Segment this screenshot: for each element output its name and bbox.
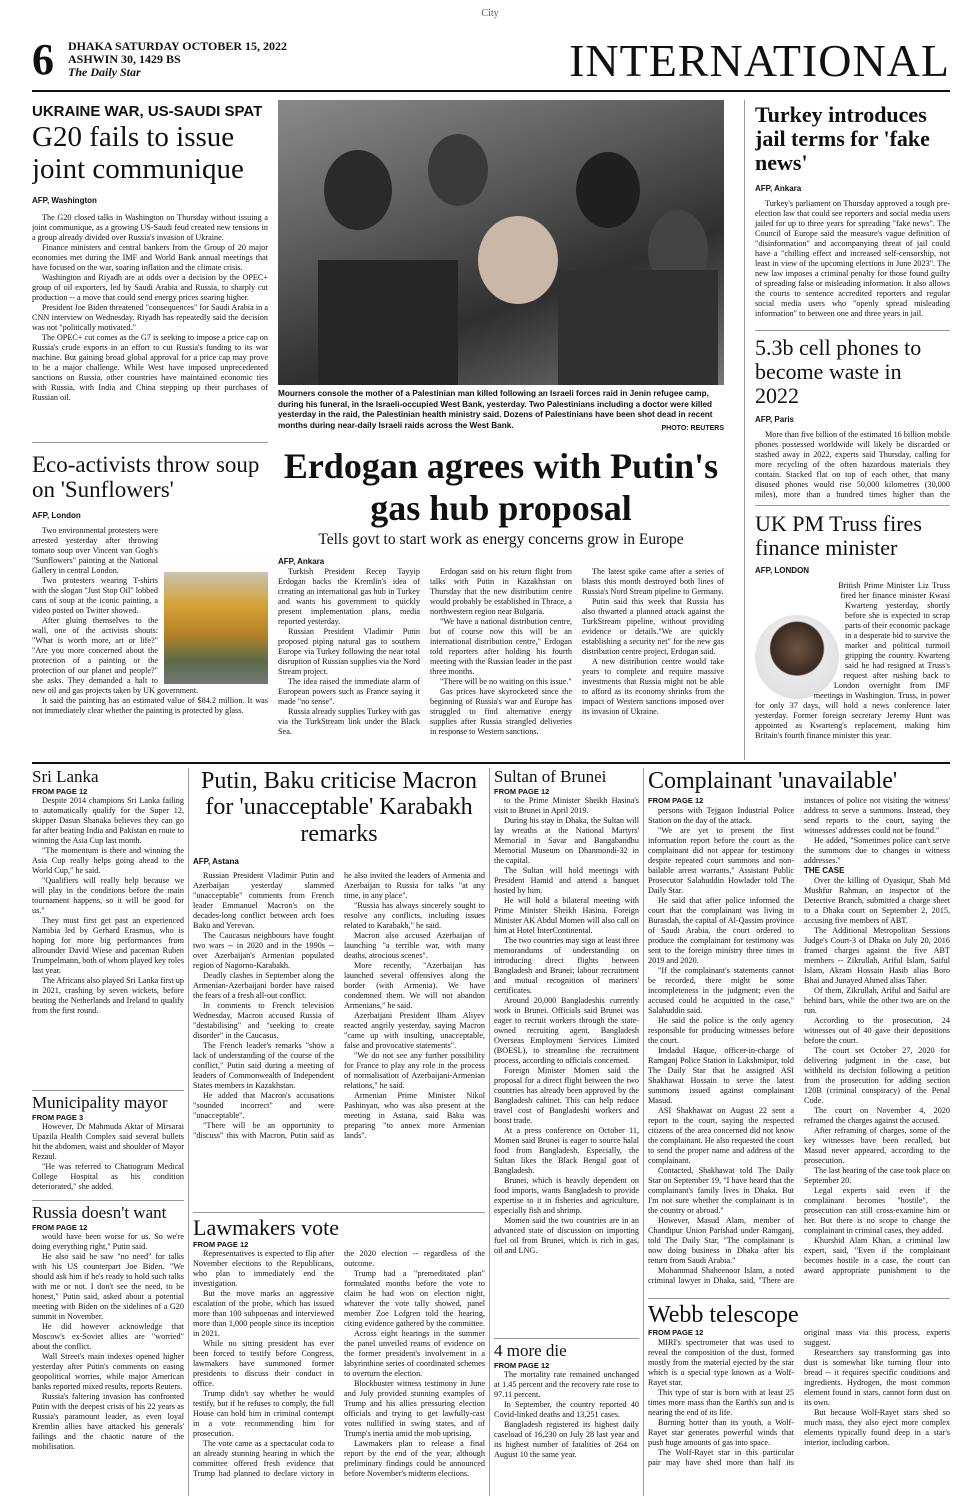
mayor-divider	[32, 1200, 184, 1201]
srilanka-from-page: FROM PAGE 12	[32, 786, 88, 796]
photo-caption: Mourners console the mother of a Palestinian man killed following an Israeli forces raid in Jenin refugee camp, during his funeral, in the Israeli-occupied West Bank, yesterday. Two Palestinians including a doctor were killed yesterday in the raid, the Palestinian health ministry said. Dozens of Palestinians have been shot dead in recent months during near-daily Israeli raids across the West Bank.	[278, 389, 713, 430]
brunei-story	[494, 768, 639, 1336]
complainant-divider	[648, 1298, 950, 1299]
dengue-headline: 4 more die	[494, 1342, 567, 1360]
photo-credit: PHOTO: REUTERS	[661, 425, 724, 432]
phones-byline: AFP, Paris	[755, 414, 794, 424]
eco-story	[32, 452, 268, 757]
complainant-headline: Complainant 'unavailable'	[648, 768, 898, 794]
eco-headline: Eco-activists throw soup on 'Sunflowers'	[32, 452, 260, 503]
brunei-divider	[494, 1338, 639, 1339]
putin-story	[193, 768, 485, 1208]
lawmakers-story	[193, 1216, 485, 1498]
col-rule-3	[643, 768, 644, 1496]
g20-byline: AFP, Washington	[32, 195, 97, 205]
phones-body: More than five billion of the estimated 16 billion mobile phones possessed worldwide will likely be discarded or stashed away in 2022, experts said Thursday, calling for more recycling of the often hazardous materials they contain. Stacked flat on top of each other, that many disused phones would rise 50,000 kilometres (30,000 miles), more than a hundred times higher than the	[755, 429, 950, 499]
phones-headline: 5.3b cell phones to become waste in 2022	[755, 336, 922, 409]
srilanka-divider	[32, 1090, 184, 1091]
putin-body: Russian President Vladimir Putin and Azerbaijan yesterday slammed "unacceptable" comments from French leader Emmanuel Macron's on the decades-long conflict between arch foes Baku and Yerevan. The Caucasus neighbours have fought two wars -- in 2020 and in the 1990s -- over Azerbaijan's Armenian populated region of Nagorno-Karabakh. Deadly clashes in September along the Armenian-Azerbaijani border have raised the fears of a fresh all-out conflict. In comments to French television Wednesday, Macron accused Russia of "destabilising" and "seeking to create disorder" in the Caucasus. The French leader's remarks "show a lack of understanding of the course of the conflict," Putin said during a meeting of leaders of Commonwealth of Independent States members in Kazakhstan. He added that Macron's accusations "sounded incorrect" and were "unacceptable". "There will be an opportunity to "discuss" this with Macron, Putin said as he also invited the leaders of Armenia and Azerbaijan to Russia for talks "at any time, in any place". "Russia has always sincerely sought to resolve any conflicts, including issues related to Karabakh," he said. Macron also accused Azerbaijan of launching "a terrible war, with many deaths, atrocious scenes". More recently, "Azerbaijan has launched several offensives along the border (with Armenia). We have condemned them. We will not abandon Armenians," he said. Azerbaijani President Ilham Aliyev reacted angrily yesterday, saying Macron "came up with insulting, unacceptable, false and provocative statements". "We do not see any further possibility for France to play any role in the process of normalisation of Azerbaijani-Armenian relations," he said. Armenian Prime Minister Nikol Pashinyan, who was also present at the meeting in Astana, said Baku was preparing "to annex more Armenian lands".	[193, 871, 485, 1141]
g20-kicker: UKRAINE WAR, US-SAUDI SPAT	[32, 103, 263, 120]
srilanka-headline: Sri Lanka	[32, 768, 99, 786]
mayor-body: However, Dr Mahmuda Aktar of Mirsarai Upazila Health Complex said several bullets hit the abdomen, waist and shoulder of Mayor Rezaul. "He was referred to Chattogram Medical College Hospital as his condition deteriorated," she added.	[32, 1121, 184, 1191]
photo-silhouettes	[278, 100, 724, 385]
eco-byline: AFP, London	[32, 510, 81, 520]
col-rule-2	[489, 768, 490, 1496]
turkey-body: Turkey's parliament on Thursday approved a tough pre-election law that could see reporters and social media users jailed for up to three years for spreading "fake news". The Council of Europe said the measure's vague definition of "disinformation" and accompanying threat of jail could have a "chilling effect and increased self-censorship, not least in view of the upcoming elections in June 2023". The new law imposes a criminal penalty for those found guilty of spreading false or misleading information. It also allows the courts to sentence accredited reporters and regular social media users who "openly spread misleading information" to between one and three years in jail.	[755, 198, 950, 318]
lawmakers-headline: Lawmakers vote	[193, 1216, 339, 1240]
col-rule-1	[188, 768, 189, 1496]
webb-story	[648, 1302, 950, 1498]
truss-byline: AFP, LONDON	[755, 566, 810, 576]
turkey-story	[755, 103, 950, 328]
truss-story	[755, 512, 950, 757]
erdogan-body: Turkish President Recep Tayyip Erdogan backs the Kremlin's idea of creating an international gas hub in Turkey and wants his government to quickly present implementation plans, media reported yesterday. Russian President Vladimir Putin proposed piping natural gas to southern Europe via Turkey following the near total disruption of Russian supplies via the Nord Stream project. The idea raised the immediate alarm of European powers such as France saying it made "no sense". Russia already supplies Turkey with gas via the TurkStream link under the Black Sea. Erdogan said on his return flight from talks with Putin in Kazakhstan on Thursday that the new distribution centre would probably be established in Thrace, a northwestern region near Bulgaria. "We have a national distribution centre, but of course now this will be an international distribution centre," Erdogan told reporters after holding his fourth meeting with the Russian leader in the past three months. "There will be no waiting on this issue." Gas prices have skyrocketed since the beginning of Russia's war and Europe has struggled to find alternative energy supplies after Russia strangled deliveries in response to Western sanctions. The latest spike came after a series of blasts this month destroyed both lines of Russia's Nord Stream pipeline to Germany. Putin said this week that Russia has also thwarted a planned attack against the TurkStream pipeline, without providing evidence or details."We are quickly establishing a security net" for the new gas distribution centre project, Erdogan said. A new distribution centre would take years to complete and require massive investments that Russia might not be able to afford as its economy shrinks from the impact of Western sanctions imposed over its invasion of Ukraine.	[278, 567, 724, 736]
section-title: INTERNATIONAL	[569, 36, 950, 86]
lawmakers-body: Representatives is expected to flip after November elections to the Republicans, who plan to immediately end the investigation. But the move marks an aggressive escalation of the probe, which has issued more than 100 subpoenas and interviewed more than 1,000 people since its inception in 2021. While no sitting president has ever been forced to testify before Congress, lawmakers have summoned former presidents to discuss their conduct in office. Trump didn't say whether he would testify, but if he refuses to comply, the full House can hold him in criminal contempt in a vote recommending him for prosecution. The vote came as a spectacular coda to an already stunning hearing in which the committee offered fresh evidence that Trump had planned to declare victory in the 2020 election -- regardless of the outcome. Trump had a "premeditated plan" formulated months before the vote to claim he had won on election night, whatever the vote tally showed, panel member Zoe Lofgren told the hearing, citing evidence gathered by the committee. Across eight hearings in the summer the panel unveiled reams of evidence on the former president's involvement in a labyrinthine series of coordinated schemes to overturn the election. Blockbuster witness testimony in June and July provided stunning examples of Trump and his allies pressuring election officials and trying to get lawfully-cast votes nullified in swing states, and of Trump's inertia amid the mob uprising. Lawmakers plan to release a final report by the end of the year, although preliminary findings could be announced before November's midterm elections.	[193, 1249, 485, 1479]
phones-story	[755, 336, 950, 501]
eco-divider	[32, 442, 268, 443]
srilanka-body: Despite 2014 champions Sri Lanka failing to automatically qualify for the Super 12, skipper Dasun Shanaka believes they can go far after beating India and Pakistan en route to winning the Asia Cup last month. "The momentum is there and winning the Asia Cup really helps going ahead to the World Cup," he said. "Qualifiers will really help because we will play in the conditions before the main tournament happens, so it will be good for us." They must first get past an experienced Namibia led by Gerhard Erasmus, who is hoping for more big performances from allrounder David Wiese and paceman Ruben Trumpelmann, both of whom played key roles last year. The Africans also played Sri Lanka first up in 2021, crashing by seven wickets, before beating the Netherlands and Ireland to qualify from the first round.	[32, 795, 184, 1015]
dateline	[68, 40, 287, 79]
sunflowers-photo	[164, 572, 268, 684]
putin-byline: AFP, Astana	[193, 857, 239, 867]
mayor-story	[32, 1094, 184, 1194]
edition-label: City	[481, 8, 499, 19]
dengue-body: The mortality rate remained unchanged at 1.45 percent and the recovery rate rose to 97.11 percent. In September, the country reported 40 Covid-linked deaths and 13,251 cases. Bangladesh registered its highest daily caseload of 16,230 on July 28 last year and its highest number of fatalities of 264 on August 10 the same year.	[494, 1369, 639, 1459]
g20-story	[32, 103, 268, 438]
russia-from-page: FROM PAGE 12	[32, 1222, 88, 1232]
truss-body: British Prime Minister Liz Truss fired her finance minister Kwasi Kwarteng yesterday, shortly before she is expected to scrap parts of their economic package in a desperate bid to survive the market and political turmoil gripping the country. Kwarteng said he had resigned at Truss's request after rushing back to London overnight from IMF meetings in Washington. Truss, in power for only 37 days, will hold a news conference later yesterday. Former foreign secretary Jeremy Hunt was appointed as Kwarteng's replacement, making him Britain's fourth finance minister this year.	[755, 581, 950, 741]
putin-headline: Putin, Baku criticise Macron for 'unacceptable' Karabakh remarks	[201, 768, 477, 847]
turkey-divider	[755, 330, 950, 331]
date: DHAKA SATURDAY OCTOBER 15, 2022	[68, 40, 288, 53]
turkey-byline: AFP, Ankara	[755, 183, 802, 193]
brunei-body: to the Prime Minister Sheikh Hasina's visit to Brunei in April 2019. During his stay in Dhaka, the Sultan will lay wreaths at the National Martyrs' Memorial in Savar and Bangabandhu Memorial Museum on Dhanmondi-32 in the capital. The Sultan will hold meetings with President Hamid and attend a banquet hosted by him. He will hold a bilateral meeting with Prime Minister Sheikh Hasina. Foreign Minister AK Abdul Momen will also call on him at Hotel InterContinental. The two countries may sign at least three memorandums of understanding on introducing direct flights between Bangladesh and Brunei; labour recruitment and mutual recognition of mariners' certificates. Around 20,000 Bangladeshis currently work in Brunei. Officials said Brunei was eager to recruit workers through the state-owned recruiting agent, Bangladesh Overseas Employment Services Limited (BOESL), to streamline the recruitment process, according to officials concerned. Foreign Minister Momen said the proposal for a direct flight between the two countries has already been approved by the Bangladesh cabinet. This can help reduce travel cost of Bangladeshi workers and boost trade. At a press conference on October 11, Momen said Brunei is eager to source halal food from Bangladesh. Especially, the Sultan likes the Black Bengal goat of Bangladesh. Brunei, which is heavily dependent on food imports, wants Bangladesh to provide expertise to it in fisheries and agriculture, especially fish and shrimp. Momen said the two countries are in an advanced state of discussion on importing fuel oil from Brunei, which is rich in gas, oil and LNG.	[494, 795, 639, 1255]
brunei-from-page: FROM PAGE 12	[494, 786, 550, 796]
turkey-headline: Turkey introduces jail terms for 'fake news'	[755, 103, 930, 176]
erdogan-headline: Erdogan agrees with Putin's gas hub proposal	[283, 446, 719, 528]
g20-headline: G20 fails to issue joint communique	[32, 121, 244, 185]
truss-headline: UK PM Truss fires finance minister	[755, 512, 922, 561]
webb-from-page: FROM PAGE 12	[648, 1328, 704, 1338]
g20-body: The G20 closed talks in Washington on Thursday without issuing a joint communique, as a growing US-Saudi feud created new tensions in a group already divided over Russia's invasion of Ukraine. Finance ministers and central bankers from the Group of 20 major economies met during the IMF and World Bank annual meetings that have focused on the war, soaring inflation and the climate crisis. Washington and Riyadh are at odds over a decision by the OPEC+ group of oil exporters, led by Saudi Arabia and Russia, to sharply cut production -- a move that could send energy prices soaring higher. President Joe Biden threatened "consequences" for Saudi Arabia in a CNN interview on Wednesday. Riyadh has repeatedly said the decision was not "politically motivated." The OPEC+ cut comes as the G7 is seeking to impose a price cap on Russia's crude exports in an effort to cut Russia's funding to its war machine. But gaining broad global approval for a price cap may prove to be a major challenge. While West have imposed unprecedented sanctions on Russia, other countries have maintained economic ties with Russia, with India and China stepping up their purchases of Russian oil.	[32, 212, 268, 402]
russia-body: would have been worse for us. So we're doing everything right," Putin said. He also said he saw "no need" for talks with his US counterpart Joe Biden. "We should ask him if he's ready to hold such talks with me or not. I don't see the need, to be honest," Putin said, asked about a potential meeting with Biden on the sidelines of a G20 summit in November. He did however acknowledge that Moscow's ex-Soviet allies are "worried" about the conflict. Wall Street's main indexes opened higher yesterday after Putin's comments on easing geopolitical worries, while major American banks reported mixed results, reports Reuters. Russia's faltering invasion has confronted Putin with the deepest crisis of his 22 years as Russia's paramount leader, as even loyal Kremlin allies have attacked his generals' failings and the chaotic nature of the mobilisation.	[32, 1231, 184, 1451]
complainant-body: FROM PAGE 12 persons with Tejgaon Industrial Police Station on the day of the attack. "We are yet to present the first information report before the court as the complainant did not appear for testimony despite repeated court summons and non-bailable arrest warrants," Assistant Public Prosecutor Salahuddin Howlader told The Daily Star. He said that after police informed the court that the complainant was living in Burasdah, the capital of Al-Qassim province of Saudi Arabia, the court ordered to produce the complainant for testimony was sent to the foreign ministry three times in 2019 and 2020. "If the complainant's statements cannot be recorded, there might be some incompleteness in the judgment; even the accused could be acquitted in the case," Salahuddin said. He said the police is the only agency responsible for producing witnesses before the court. Imdadul Haque, officer-in-charge of Ramganj Police Station in Lakshmipur, told The Daily Star that he assigned ASI Shakhawat Hossain to serve the latest summons issued against complainant Masud. ASI Shakhawat on August 22 sent a report to the court, saying the respected citizens of the area concerned did not know the complainant. He also requested the court to send the proper name and address of the complainant. Contacted, Shakhawat told The Daily Star on September 19, "I have heard that the complainant's family lives in Dhaka. But I'm not sure whether the complainant is in the country or abroad." However, Masud Alam, member of Chandipur Union Parishad under Ramganj, told The Daily Star, "The complainant is now doing business in Dhaka after his return from Saudi Arabia." Mohammad Shaheenoor Islam, a noted criminal lawyer in Dhaka, said, "There are instances of police not visiting the witness' address to serve a summons. Instead, they send reports to the court, saying the witnesses' addresses could not be found." He added, "Sometimes police can't serve the summons due to changes in witness addresses." THE CASE Over the killing of Oyasiqur, Shah Md Mushfur Rahman, an inspector of the Detective Branch, submitted a charge sheet to a Dhaka court on September 2, 2015, accusing five members of ABT. The Additional Metropolitan Sessions Judge's Court-3 of Dhaka on July 20, 2016 framed charges against the five ABT members -- Zikrullah, Ariful Islam, Saiful Islam, Akram Hossain Hasib alias Boro Bhai and Junayed Ahmed alias Taher. Of them, Zikrullah, Ariful and Saiful are behind bars, while the other two are on the run. According to the prosecution, 24 witnesses out of 40 gave their depositions before the court. The court set October 27, 2020 for delivering judgment in the case, but withheld its decision following a petition from the prosecution for adding section 120B (criminal conspiracy) of the Penal Code. The court on November 4, 2020 reframed the charges against the accused. After reframing of charges, some of the key witnesses have been recalled, but Masud never appeared, according to the prosecution. The last hearing of the case took place on September 20. Legal experts said even if the complainant becomes "hostile", the prosecution can still cross-examine him or her. But there is no scope to change the complainant in criminal cases, they added. Khurshid Alam Khan, a criminal law expert, said, "Even if the complainant becomes hostile in a case, the court can award appropriate punishment to the	[648, 796, 950, 1286]
complainant-story	[648, 768, 950, 1296]
funeral-photo	[278, 100, 724, 385]
webb-headline: Webb telescope	[648, 1302, 799, 1328]
dengue-from-page: FROM PAGE 12	[494, 1360, 550, 1370]
srilanka-story	[32, 768, 184, 1088]
erdogan-subhead: Tells govt to start work as energy concerns grow in Europe	[318, 531, 684, 548]
complainant-from-page: FROM PAGE 12	[648, 796, 704, 806]
brunei-headline: Sultan of Brunei	[494, 768, 607, 786]
lower-section-rule	[32, 762, 950, 764]
paper-logo: The Daily Star	[68, 65, 141, 79]
phones-divider	[755, 505, 950, 506]
russia-story	[32, 1204, 184, 1499]
putin-divider	[193, 1212, 485, 1213]
erdogan-byline: AFP, Ankara	[278, 557, 325, 566]
mayor-headline: Municipality mayor	[32, 1094, 168, 1112]
eco-body: Two environmental protesters were arrested yesterday after throwing tomato soup over Vincent van Gogh's "Sunflowers" painting at the National Gallery in central London. Two protesters wearing T-shirts with the slogan "Just Stop Oil" lobbed cans of soup at the iconic painting, a video posted on Twitter showed. After gluing themselves to the wall, one of the activists shouts: "What is worth more, art or life?" "Are you more concerned about the protection of a painting or the protection of our planet and people?" she asks. They demanded a halt to new oil and gas projects taken by UK government. It said the painting has an estimated value of $84.2 million. It was not immediately clear whether the painting is protected by glass.	[32, 525, 268, 715]
masthead-rule	[32, 90, 950, 92]
right-column-rule	[744, 100, 745, 760]
mayor-from-page: FROM PAGE 3	[32, 1112, 84, 1122]
webb-body: FROM PAGE 12 MIRI's spectrometer that was used to reveal the composition of the dust, formed mostly from the material ejected by the star which is a special type known as a Wolf-Rayet star. This type of star is born with at least 25 times more mass than the Earth's sun and is nearing the end of its life. Burning hotter than its youth, a Wolf-Rayet star generates powerful winds that push huge amounts of gas into space. The Wolf-Rayet star in this particular pair may have shed more than half its original mass via this process, experts suggest. Researchers say transforming gas into dust is somewhat like turning flour into bread -- it requires specific conditions and ingredients. Hydrogen, the most common element found in stars, cannot form dust on its own. But because Wolf-Rayet stars shed so much mass, they also eject more complex elements typically found deep in a star's interior, including carbon.	[648, 1328, 950, 1468]
lawmakers-from-page: FROM PAGE 12	[193, 1240, 249, 1250]
case-subhead: THE CASE	[804, 866, 845, 876]
dengue-story	[494, 1342, 639, 1498]
russia-headline: Russia doesn't want	[32, 1204, 167, 1222]
bangla-date: ASHWIN 30, 1429 BS	[68, 52, 181, 66]
page-number: 6	[32, 38, 54, 82]
kwarteng-photo	[755, 615, 839, 699]
